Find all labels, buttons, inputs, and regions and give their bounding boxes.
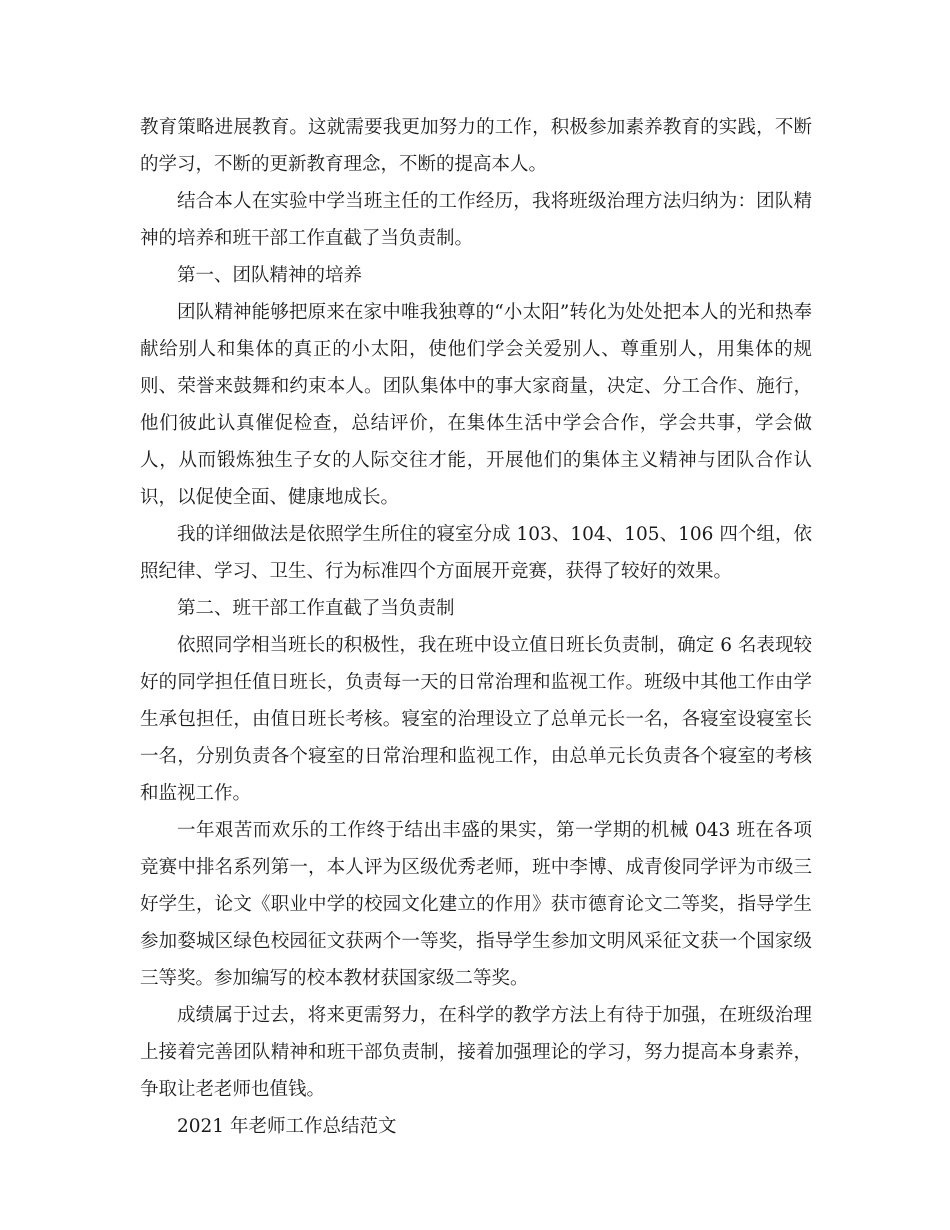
paragraph-achievements: 一年艰苦而欢乐的工作终于结出丰盛的果实，第一学期的机械 043 班在各项竞赛中排名系列第一，本人评为区级优秀老师，班中李博、成青俊同学评为市级三好学生，论文《职业中学的校园文化建立的作用》获市德育论文二等奖，指导学生参加婺城区绿色校园征文获两个一等奖，指导学生参加文明风采征文获一个国家级三等奖。参加编写的校本教材获国家级二等奖。 bbox=[140, 820, 812, 989]
paragraph-dorm-groups: 我的详细做法是依照学生所住的寝室分成 103、104、105、106 四个组，依照纪律、学习、卫生、行为标准四个方面展开竞赛，获得了较好的效果。 bbox=[140, 524, 812, 582]
paragraph-future: 成绩属于过去，将来更需努力，在科学的教学方法上有待于加强，在班级治理上接着完善团队精神和班干部负责制，接着加强理论的学习，努力提高本身素养，争取让老老师也值钱。 bbox=[140, 1005, 812, 1100]
paragraph-continuation: 教育策略进展教育。这就需要我更加努力的工作，积极参加素养教育的实践，不断的学习，不断的更新教育理念，不断的提高本人。 bbox=[140, 117, 812, 175]
paragraph-summary-intro: 结合本人在实验中学当班主任的工作经历，我将班级治理方法归纳为：团队精神的培养和班干部工作直截了当负责制。 bbox=[140, 191, 812, 249]
paragraph-class-cadre: 依照同学相当班长的积极性，我在班中设立值日班长负责制，确定 6 名表现较好的同学担任值日班长，负责每一天的日常治理和监视工作。班级中其他工作由学生承包担任，由值日班长考核。寝室的治理设立了总单元长一名，各寝室设寝室长一名，分别负责各个寝室的日常治理和监视工作，由总单元长负责各个寝室的考核和监视工作。 bbox=[140, 635, 812, 804]
section-heading-class-cadre: 第二、班干部工作直截了当负责制 bbox=[177, 598, 455, 619]
paragraph-team-spirit: 团队精神能够把原来在家中唯我独尊的“小太阳”转化为处处把本人的光和热奉献给别人和集体的真正的小太阳，使他们学会关爱别人、尊重别人，用集体的规则、荣誉来鼓舞和约束本人。团队集体中的事大家商量，决定、分工合作、施行，他们彼此认真催促检查，总结评价，在集体生活中学会合作，学会共事，学会做人，从而锻炼独生子女的人际交往才能，开展他们的集体主义精神与团队合作认识，以促使全面、健康地成长。 bbox=[140, 302, 812, 508]
next-article-title: 2021 年老师工作总结范文 bbox=[177, 1116, 397, 1137]
section-heading-team-spirit: 第一、团队精神的培养 bbox=[177, 265, 363, 286]
document-body bbox=[140, 109, 812, 1145]
